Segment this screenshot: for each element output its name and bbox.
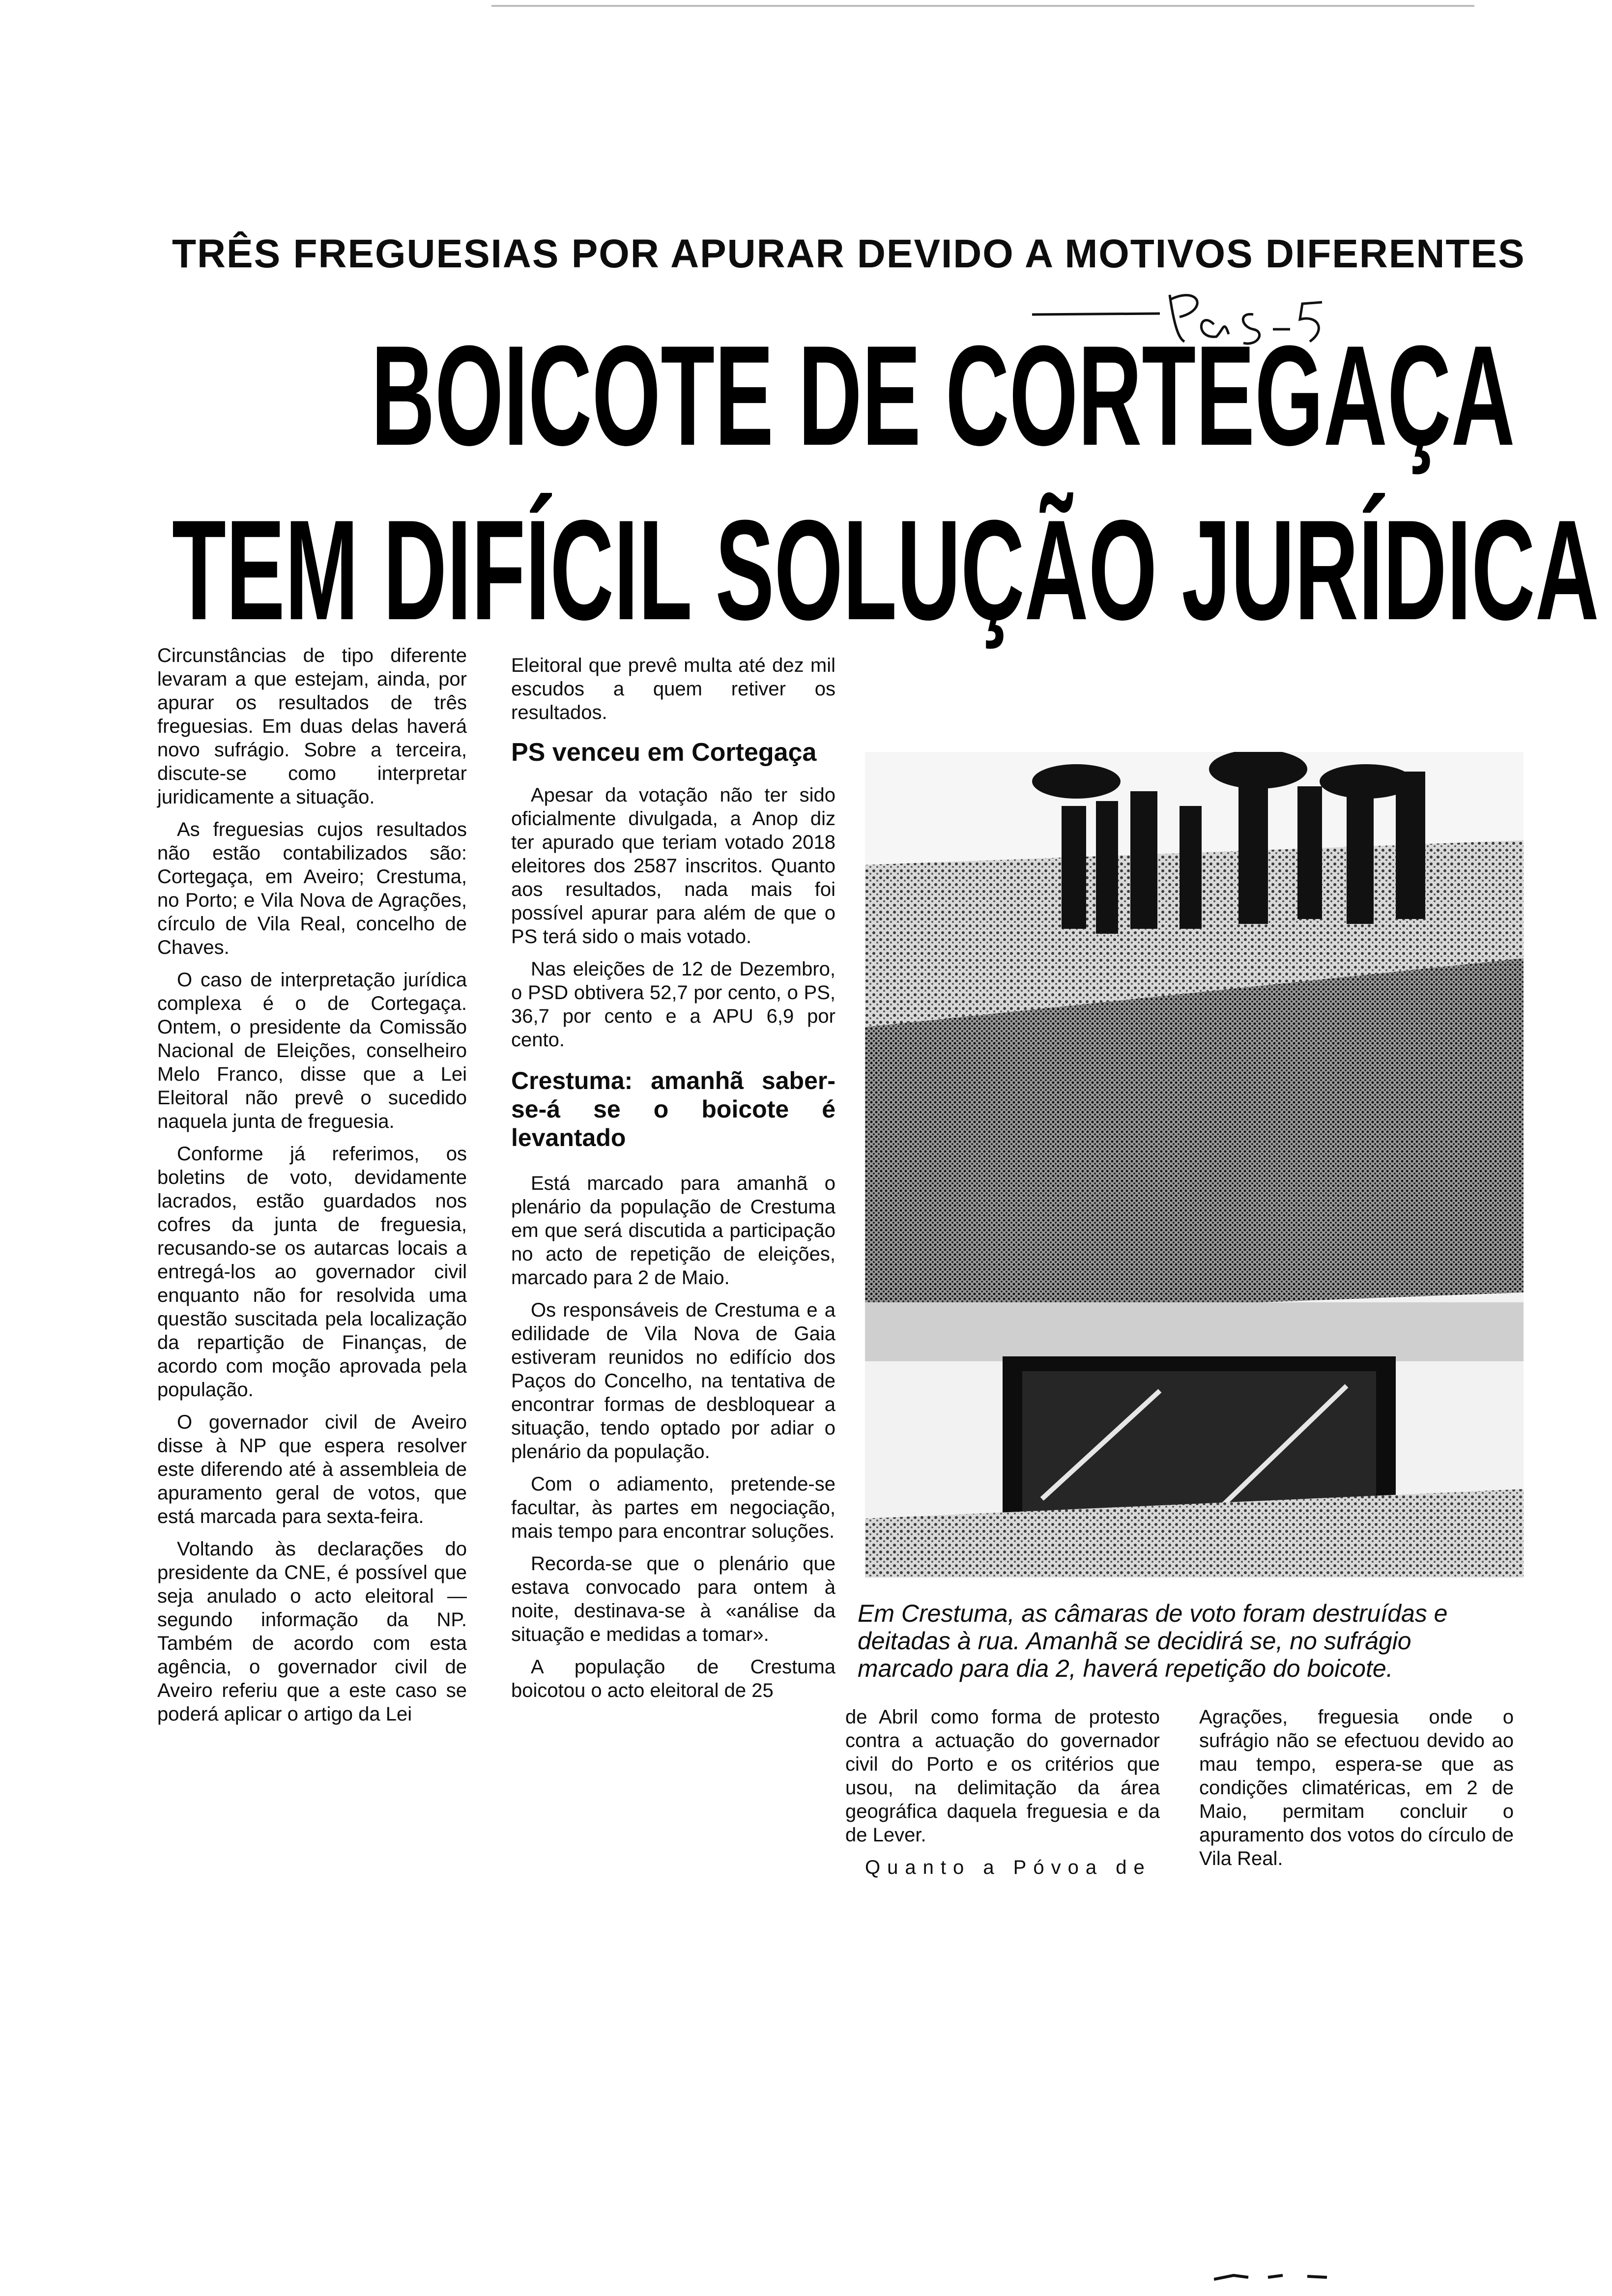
- paragraph: As freguesias cujos resultados não estão contabilizados são: Cortegaça, em Aveiro; Crestuma, no Porto; e Vila Nova de Agrações, círculo de Vila Real, concelho de Chaves.: [157, 819, 467, 958]
- paragraph: Apesar da votação não ter sido oficialmente divulgada, a Anop diz ter apurado que teriam votado 2018 eleitores dos 2587 inscritos. Quanto aos resultados, nada mais foi possível apurar para além de que o PS terá sido o mais votado.: [511, 784, 835, 947]
- paragraph: de Abril como forma de protesto contra a actuação do governador civil do Porto e os critérios que usou, na delimitação da área geográfica daquela freguesia e da de Lever.: [845, 1706, 1160, 1846]
- photo-caption: Em Crestuma, as câmaras de voto foram destruídas e deitadas à rua. Amanhã se decidirá se, no sufrágio marcado para dia 2, haverá repetição do boicote.: [858, 1600, 1448, 1682]
- paragraph: Agrações, freguesia onde o sufrágio não se efectuou devido ao mau tempo, espera-se que as condições climatéricas, em 2 de Maio, permitam concluir o apuramento dos votos do círculo de Vila Real.: [1199, 1706, 1514, 1869]
- column-3: [845, 1705, 1160, 1888]
- top-scan-line: [491, 5, 1474, 7]
- paragraph: Conforme já referimos, os boletins de voto, devidamente lacrados, estão guardados nos cofres da junta de freguesia, recusando-se os autarcas locais a entregá-los ao governador civil enquanto não for resolvida uma questão suscitada pela localização da repartição de Finanças, de acordo com moção aprovada pela população.: [157, 1143, 467, 1401]
- column-2: [511, 654, 835, 1711]
- paragraph: O governador civil de Aveiro disse à NP que espera resolver este diferendo até à assembleia de apuramento geral de votos, que está marcada para sexta-feira.: [157, 1411, 467, 1527]
- paragraph: Está marcado para amanhã o plenário da população de Crestuma em que será discutida a participação no acto de repetição de eleições, marcado para 2 de Maio.: [511, 1173, 835, 1289]
- paragraph: Recorda-se que o plenário que estava convocado para ontem à noite, destinava-se à «análise da situação e medidas a tomar».: [511, 1553, 835, 1645]
- paragraph: Quanto a Póvoa de: [865, 1857, 1151, 1878]
- article-kicker: TRÊS FREGUESIAS POR APURAR DEVIDO A MOTIVOS DIFERENTES: [172, 231, 1526, 276]
- paragraph: Os responsáveis de Crestuma e a edilidade de Vila Nova de Gaia estiveram reunidos no edifício dos Paços do Concelho, na tentativa de encontrar formas de desbloquear a situação, tendo optado por adiar o plenário da população.: [511, 1299, 835, 1463]
- subheading-ps-venceu: PS venceu em Cortegaça: [511, 738, 817, 767]
- paragraph: Circunstâncias de tipo diferente levaram a que estejam, ainda, por apurar os resultados de três freguesias. Em duas delas haverá novo sufrágio. Sobre a terceira, discute-se como interpretar juridicamente a situação.: [157, 645, 467, 808]
- paragraph: Voltando às declarações do presidente da CNE, é possível que seja anulado o acto eleitoral — segundo informação da NP. Também de acordo com esta agência, o governador civil de Aveiro referiu que a este caso se poderá aplicar o artigo da Lei: [157, 1538, 467, 1725]
- paragraph: Nas eleições de 12 de Dezembro, o PSD obtivera 52,7 por cento, o PS, 36,7 por cento e a APU 6,9 por cento.: [511, 958, 835, 1051]
- headline-line-1: BOICOTE DE CORTEGAÇA: [371, 316, 1515, 475]
- paragraph: A população de Crestuma boicotou o acto eleitoral de 25: [511, 1656, 835, 1701]
- paragraph: Eleitoral que prevê multa até dez mil escudos a quem retiver os resultados.: [511, 655, 835, 723]
- paragraph: O caso de interpretação jurídica complexa é o de Cortegaça. Ontem, o presidente da Comissão Nacional de Eleições, conselheiro Melo Franco, disse que a Lei Eleitoral não prevê o sucedido naquela junta de freguesia.: [157, 969, 467, 1132]
- news-photo: [865, 752, 1524, 1578]
- end-mark: [1214, 2270, 1337, 2285]
- column-1: [157, 644, 467, 1735]
- paragraph: Com o adiamento, pretende-se facultar, às partes em negociação, mais tempo para encontrar soluções.: [511, 1473, 835, 1542]
- headline-line-2: TEM DIFÍCIL SOLUÇÃO JURÍDICA: [172, 490, 1599, 650]
- column-4: [1199, 1705, 1514, 1879]
- subheading-crestuma: Crestuma: amanhã saber-se-á se o boicote é levantado: [511, 1067, 835, 1151]
